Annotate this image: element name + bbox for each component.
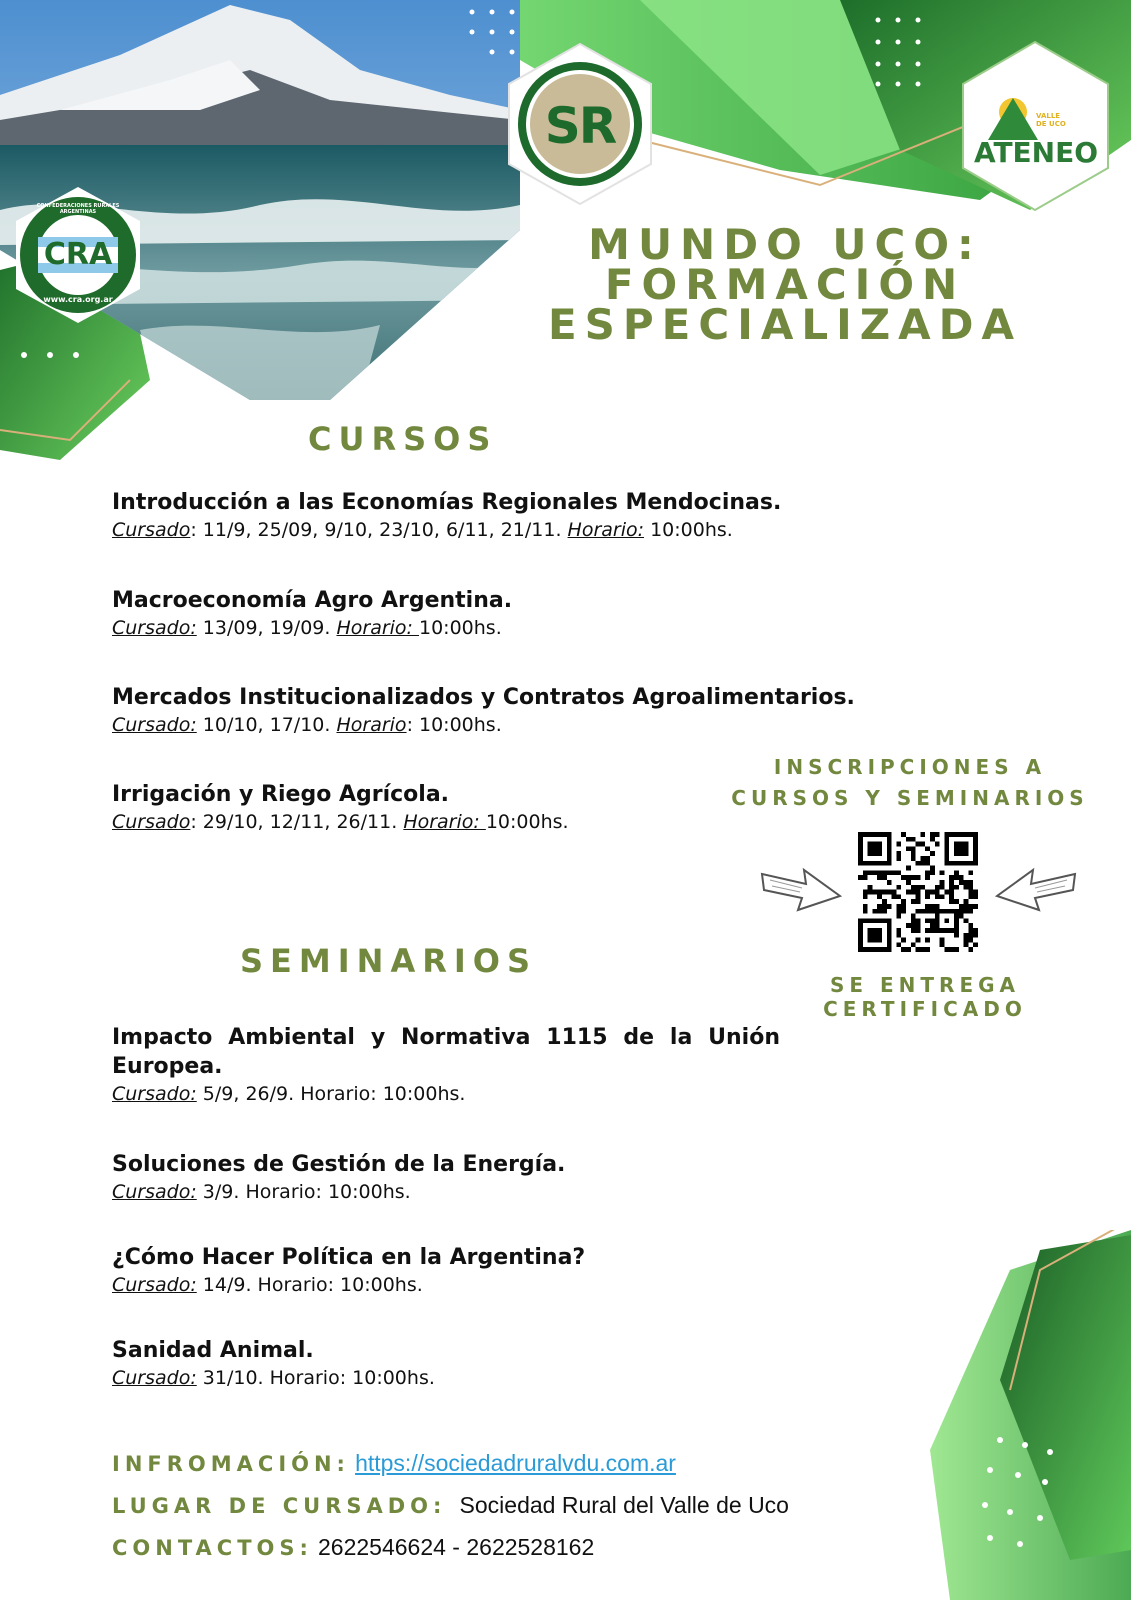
arrow-left-icon xyxy=(995,860,1077,916)
horario-label: Horario: xyxy=(567,519,645,541)
course-2 xyxy=(112,588,792,639)
title-line-1: MUNDO UCO: xyxy=(588,220,982,269)
seminar-schedule xyxy=(112,1367,792,1389)
ateneo-tag: VALLE DE UCO xyxy=(1036,112,1066,128)
horario-value: 10:00hs. xyxy=(419,617,502,639)
course-title: Macroeconomía Agro Argentina. xyxy=(112,588,513,613)
course-schedule xyxy=(112,519,792,541)
cursado-dates: 3/9. Horario: 10:00hs. xyxy=(196,1181,411,1203)
info-link[interactable]: https://sociedadruralvdu.com.ar xyxy=(355,1450,676,1476)
course-1 xyxy=(112,490,792,541)
horario-value: : 10:00hs. xyxy=(406,714,502,736)
cursado-dates: : 29/10, 12/11, 26/11. xyxy=(190,811,398,833)
course-title: Irrigación y Riego Agrícola. xyxy=(112,782,450,807)
horario-value: 10:00hs. xyxy=(485,811,569,833)
course-4 xyxy=(112,782,672,833)
cra-url-text: www.cra.org.ar xyxy=(43,295,113,304)
footer-decoration xyxy=(930,1230,1131,1600)
seminar-4 xyxy=(112,1338,792,1389)
ateneo-logo xyxy=(958,40,1113,212)
cra-logo xyxy=(8,185,148,325)
horario-label: Horario: xyxy=(336,617,419,639)
seminar-3 xyxy=(112,1245,792,1296)
inscripciones-panel xyxy=(730,752,1090,814)
cursado-dates: 10/10, 17/10. xyxy=(196,714,331,736)
info-label: INFROMACIÓN: xyxy=(112,1452,350,1476)
sr-logo xyxy=(505,42,655,207)
course-title: Mercados Institucionalizados y Contratos Agroalimentarios. xyxy=(112,685,855,710)
seminar-title: Sanidad Animal. xyxy=(112,1338,314,1363)
cra-logo-text: CRA xyxy=(43,237,113,272)
course-schedule xyxy=(112,617,792,639)
cursado-label: Cursado: xyxy=(112,714,197,736)
cursado-dates: 31/10. Horario: 10:00hs. xyxy=(196,1367,435,1389)
seminar-1 xyxy=(112,1025,780,1105)
course-title: Introducción a las Economías Regionales Mendocinas. xyxy=(112,490,782,515)
horario-value: 10:00hs. xyxy=(644,519,733,541)
cursado-label: Cursado: xyxy=(112,617,197,639)
cra-ring-text: CONFEDERACIONES RURALES ARGENTINAS xyxy=(36,203,120,215)
horario-label: Horario: xyxy=(403,811,486,833)
course-3 xyxy=(112,685,882,736)
certificado-text: SE ENTREGA CERTIFICADO xyxy=(823,973,1027,1021)
cursado-label: Cursado: xyxy=(112,1083,197,1105)
seminar-2 xyxy=(112,1152,792,1203)
cursado-dates: 5/9, 26/9. Horario: 10:00hs. xyxy=(196,1083,466,1105)
sr-logo-text: SR xyxy=(544,97,616,155)
page-title xyxy=(520,220,1050,349)
cursado-label: Cursado: xyxy=(112,1181,197,1203)
footer-info xyxy=(112,1450,912,1576)
seminar-title: ¿Cómo Hacer Política en la Argentina? xyxy=(112,1245,586,1270)
cursado-dates: : 11/9, 25/09, 9/10, 23/10, 6/11, 21/11. xyxy=(190,519,562,541)
lugar-label: LUGAR DE CURSADO: xyxy=(112,1494,447,1518)
contactos-row xyxy=(112,1534,912,1576)
horario-label: Horario xyxy=(336,714,407,736)
seminar-title: Impacto Ambiental y Normativa 1115 de la Unión xyxy=(112,1025,780,1050)
course-schedule xyxy=(112,811,672,833)
seminarios-heading: SEMINARIOS xyxy=(240,942,537,980)
seminar-schedule xyxy=(112,1274,792,1296)
cursos-heading: CURSOS xyxy=(308,420,498,458)
contactos-value: 2622546624 - 2622528162 xyxy=(318,1534,595,1560)
cursado-dates: 14/9. Horario: 10:00hs. xyxy=(196,1274,423,1296)
cursado-label: Cursado: xyxy=(112,1367,197,1389)
lugar-value: Sociedad Rural del Valle de Uco xyxy=(459,1492,789,1518)
inscripciones-line-2: CURSOS Y SEMINARIOS xyxy=(731,786,1089,810)
qr-code[interactable] xyxy=(858,832,978,952)
title-line-3: ESPECIALIZADA xyxy=(547,300,1023,349)
course-schedule xyxy=(112,714,882,736)
cursado-dates: 13/09, 19/09. xyxy=(196,617,331,639)
cursado-label: Cursado xyxy=(112,811,191,833)
seminar-title-cont: Europea. xyxy=(112,1054,223,1079)
ateneo-logo-text: ATENEO xyxy=(973,136,1099,169)
title-line-2: FORMACIÓN xyxy=(604,260,966,309)
cursado-label: Cursado xyxy=(112,519,191,541)
contactos-label: CONTACTOS: xyxy=(112,1536,313,1560)
lugar-row xyxy=(112,1492,912,1534)
seminar-schedule xyxy=(112,1083,780,1105)
seminar-title: Soluciones de Gestión de la Energía. xyxy=(112,1152,566,1177)
cursado-label: Cursado: xyxy=(112,1274,197,1296)
info-row xyxy=(112,1450,912,1492)
arrow-right-icon xyxy=(760,860,842,916)
inscripciones-line-1: INSCRIPCIONES A xyxy=(773,755,1047,779)
seminar-schedule xyxy=(112,1181,792,1203)
